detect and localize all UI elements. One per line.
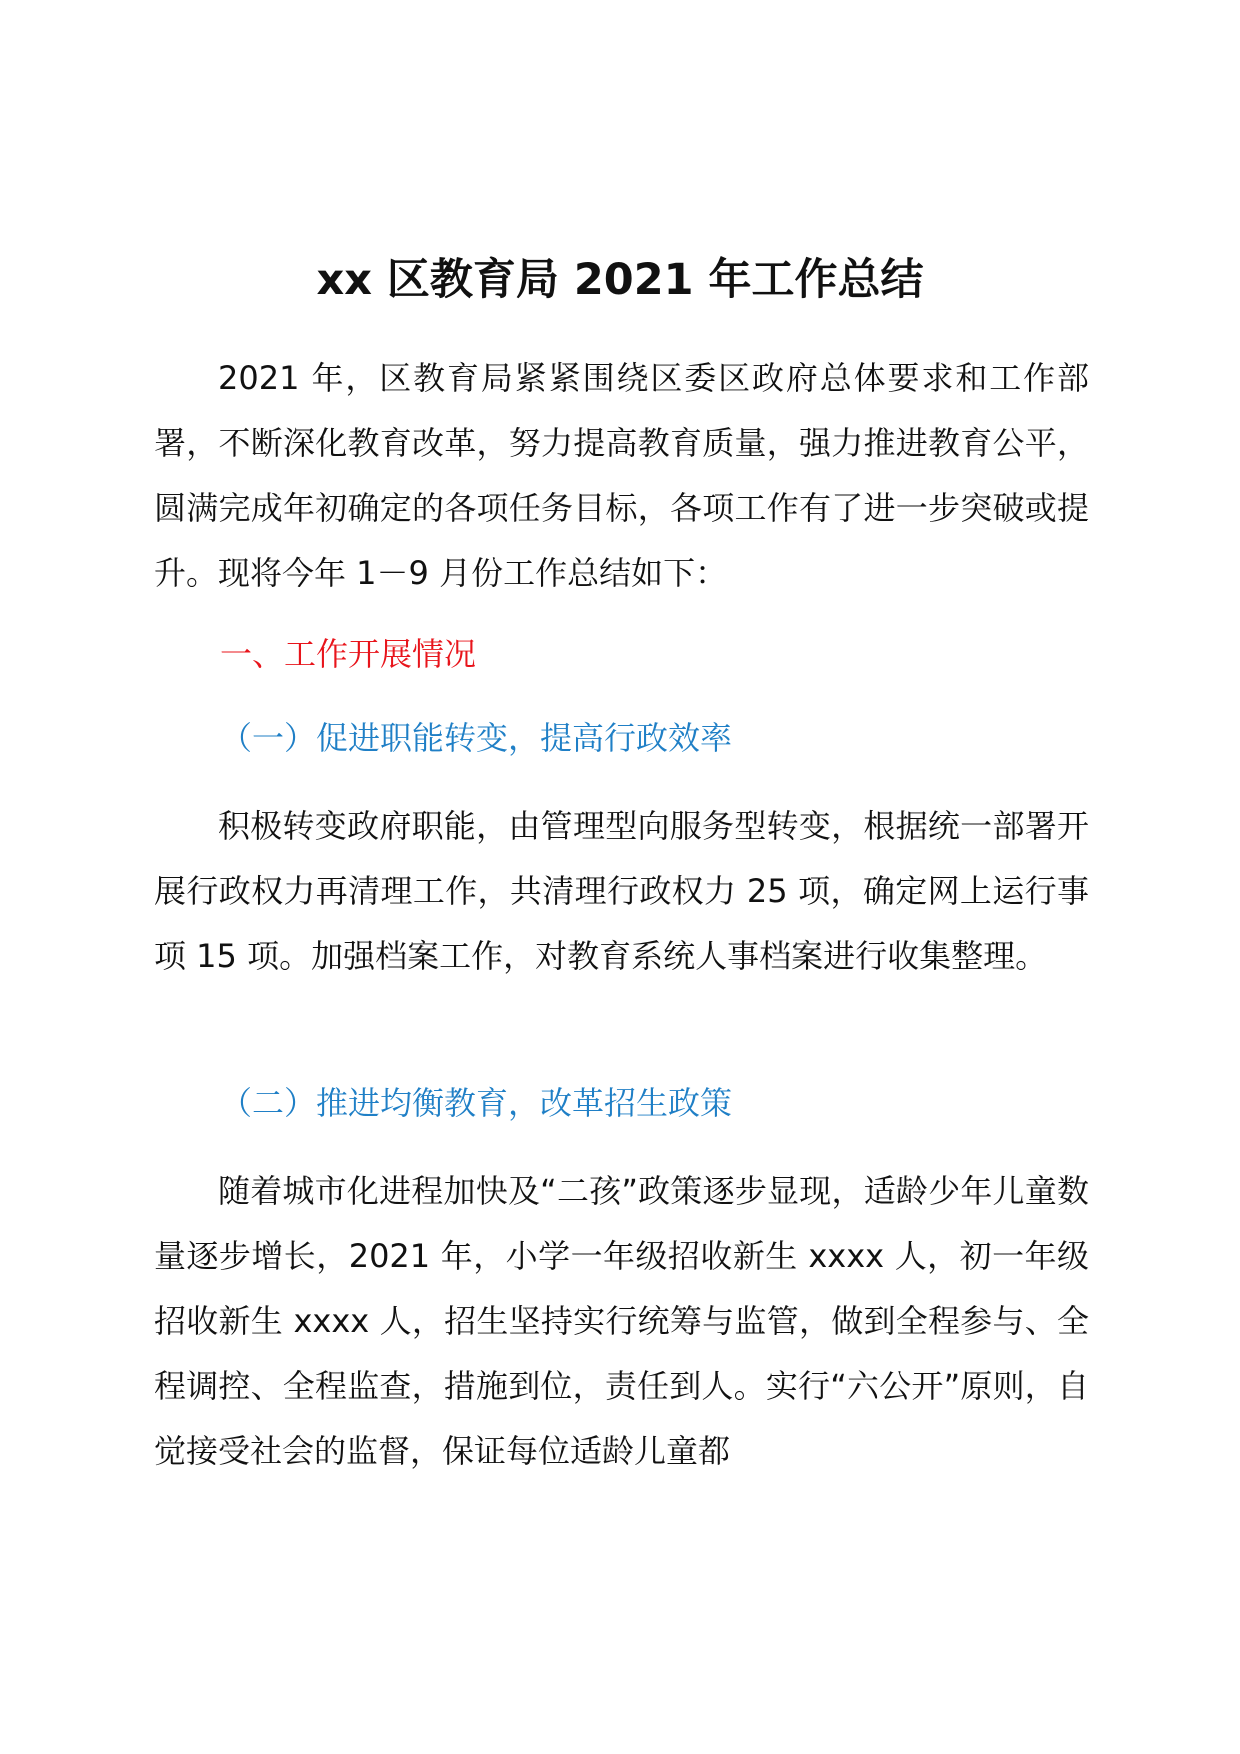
subsection-1-paragraph: 积极转变政府职能，由管理型向服务型转变，根据统一部署开展行政权力再清理工作，共清理行政权力 25 项，确定网上运行事项 15 项。加强档案工作，对教育系统人事档案进行收集整理。 — [154, 807, 1089, 975]
subsection-2-paragraph: 随着城市化进程加快及“二孩”政策逐步显现，适龄少年儿童数量逐步增长，2021 年，小学一年级招收新生 xxxx 人，初一年级招收新生 xxxx 人，招生坚持实行统筹与监管，做到全程参与、全程调控、全程监查，措施到位，责任到人。实行“六公开”原则，自觉接受社会的监督，保证每位适龄儿童都 — [154, 1172, 1089, 1470]
intro-paragraph: 2021 年，区教育局紧紧围绕区委区政府总体要求和工作部署，不断深化教育改革，努力提高教育质量，强力推进教育公平，圆满完成年初确定的各项任务目标，各项工作有了进一步突破或提升。现将今年 1－9 月份工作总结如下： — [154, 359, 1089, 592]
subsection-heading-1: （一）促进职能转变，提高行政效率 — [220, 719, 733, 757]
subsection-heading-2: （二）推进均衡教育，改革招生政策 — [220, 1084, 733, 1122]
document-title: xx 区教育局 2021 年工作总结 — [316, 255, 924, 305]
section-heading-work-progress: 一、工作开展情况 — [220, 635, 477, 673]
